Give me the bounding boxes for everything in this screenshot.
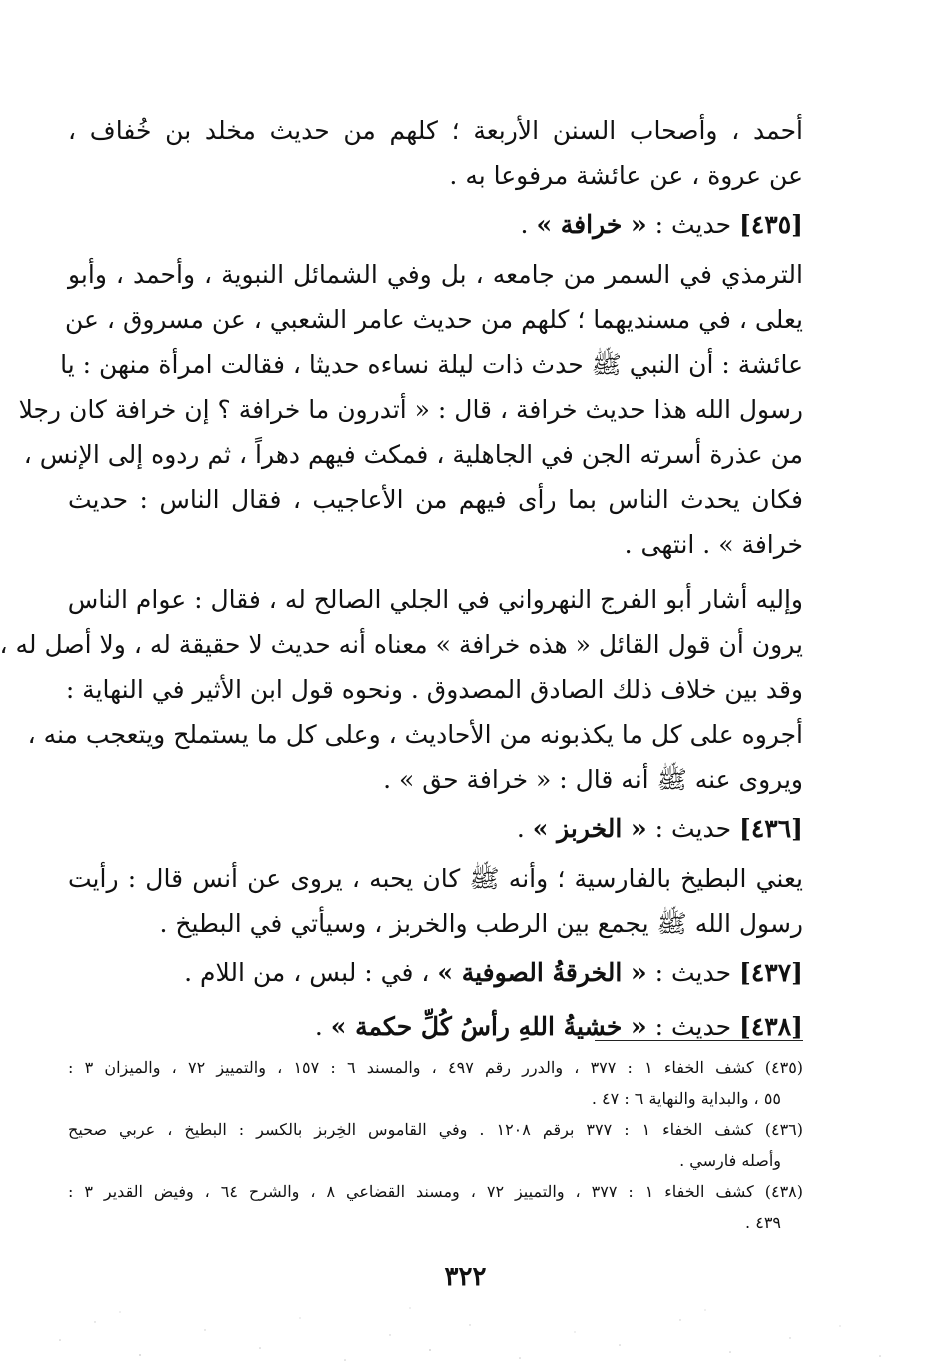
- body-line: عائشة : أن النبي ﷺ حدث ذات ليلة نساءه حديثا ، فقالت امرأة منهن : يا: [60, 350, 803, 379]
- intro-line: عن عروة ، عن عائشة مرفوعا به .: [449, 161, 803, 190]
- body-line: خرافة » . انتهى .: [624, 530, 803, 559]
- entry-label: حديث :: [654, 814, 732, 843]
- footnote-line: وأصله فارسي .: [679, 1151, 781, 1170]
- body-line: رسول الله ﷺ يجمع بين الرطب والخربز ، وسيأتي في البطيخ .: [159, 909, 803, 938]
- page-number: ٣٢٢: [444, 1262, 487, 1292]
- footnote-divider: [595, 1040, 803, 1041]
- entry-suffix: .: [520, 210, 529, 239]
- footnote-line: (٤٣٥) كشف الخفاء ١ : ٣٧٧ ، والدرر رقم ٤٩٧ ، والمسند ٦ : ١٥٧ ، والتمييز ٧٢ ، والميزان ٣ :: [68, 1058, 804, 1077]
- body-line: الترمذي في السمر من جامعه ، بل وفي الشمائل النبوية ، وأحمد ، وأبو: [68, 260, 803, 289]
- body-line: يعني البطيخ بالفارسية ؛ وأنه ﷺ كان يحبه ، يروى عن أنس قال : رأيت: [68, 864, 803, 893]
- entry-heading-435: [68, 198, 803, 252]
- body-line: من عذرة أسرته الجن في الجاهلية ، فمكث فيهم دهراً ، ثم ردوه إلى الإنس ،: [23, 440, 803, 469]
- commentary-line: ويروى عنه ﷺ أنه قال : « خرافة حق » .: [383, 765, 803, 794]
- entry-term: « خرافة »: [536, 210, 647, 239]
- entry-number: [٤٣٥]: [739, 210, 803, 239]
- intro-line: أحمد ، وأصحاب السنن الأربعة ؛ كلهم من حديث مخلد بن خُفاف ،: [68, 116, 803, 145]
- entry-label: حديث :: [654, 210, 732, 239]
- body-line: يعلى ، في مسنديهما ؛ كلهم من حديث عامر الشعبي ، عن مسروق ، عن: [65, 305, 803, 334]
- entry-number: [٤٣٦]: [739, 814, 803, 843]
- entry-label: حديث :: [654, 958, 732, 987]
- commentary-line: يرون أن قول القائل « هذه خرافة » معناه أنه حديث لا حقيقة له ، ولا أصل له ،: [0, 630, 803, 659]
- entry-term: « الخربز »: [532, 814, 647, 843]
- commentary-line: وإليه أشار أبو الفرج النهرواني في الجلي الصالح له ، فقال : عوام الناس: [67, 585, 803, 614]
- footnotes: [68, 1052, 803, 1238]
- entry-heading-437: [68, 946, 803, 1000]
- scan-speckle: [0, 1300, 931, 1370]
- entry-suffix: .: [516, 814, 525, 843]
- entry-heading-436: [68, 802, 803, 856]
- commentary-line: أجروه على كل ما يكذبونه من الأحاديث ، وعلى كل ما يستملح ويتعجب منه ،: [27, 720, 803, 749]
- footnote-line: (٤٣٨) كشف الخفاء ١ : ٣٧٧ ، والتمييز ٧٢ ، ومسند القضاعي ٨ ، والشرح ٦٤ ، وفيض القدير ٣ :: [68, 1182, 803, 1201]
- body-line: رسول الله هذا حديث خرافة ، قال : « أتدرون ما خرافة ؟ إن خرافة كان رجلا: [18, 395, 803, 424]
- main-text: [0, 108, 803, 1054]
- footnote-line: (٤٣٦) كشف الخفاء ١ : ٣٧٧ برقم ١٢٠٨ . وفي القاموس الخِربز بالكسر : البطيخ ، عربي صحيح: [68, 1120, 804, 1139]
- entry-suffix: ، في : لبس ، من اللام .: [184, 958, 430, 987]
- entry-number: [٤٣٨]: [739, 1012, 803, 1041]
- body-line: فكان يحدث الناس بما رأى فيهم من الأعاجيب ، فقال الناس : حديث: [68, 485, 803, 514]
- entry-number: [٤٣٧]: [739, 958, 803, 987]
- footnote-line: ٥٥ ، والبداية والنهاية ٦ : ٤٧ .: [591, 1089, 781, 1108]
- commentary-line: وقد بين خلاف ذلك الصادق المصدوق . ونحوه قول ابن الأثير في النهاية :: [65, 675, 803, 704]
- entry-heading-438: [68, 1000, 803, 1054]
- entry-term: « الخرقةُ الصوفية »: [437, 958, 647, 987]
- entry-label: حديث :: [654, 1012, 732, 1041]
- footnote-line: ٤٣٩ .: [745, 1213, 781, 1232]
- entry-suffix: .: [314, 1012, 323, 1041]
- entry-term: « خشيةُ اللهِ رأسُ كُلِّ حكمة »: [330, 1012, 647, 1041]
